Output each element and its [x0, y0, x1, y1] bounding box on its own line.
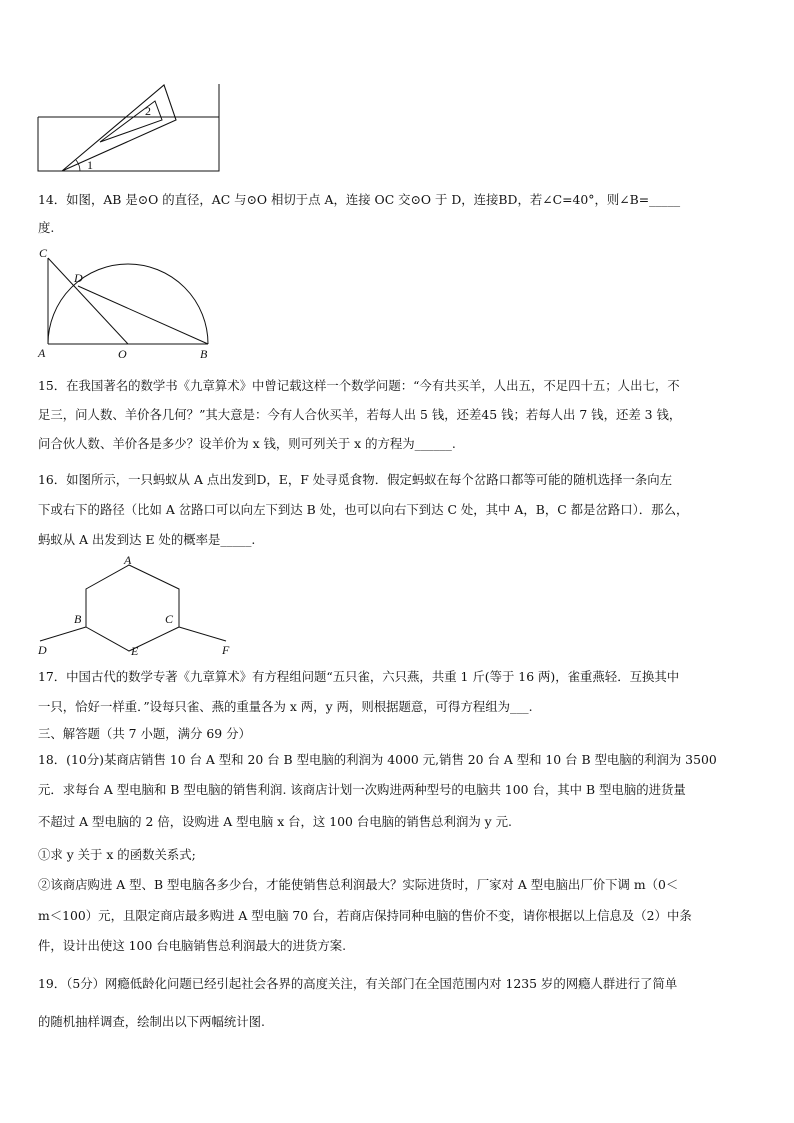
question-15-line-2: 足三，问人数、羊价各几何？”其大意是：今有人合伙买羊，若每人出 5 钱，还差45 钱；若每人出 7 钱，还差 3 钱， [38, 407, 682, 422]
figure-13-border-top [38, 117, 219, 171]
figure-13-label-2: 2 [145, 104, 151, 118]
question-14-line-1: 14．如图，AB 是⊙O 的直径，AC 与⊙O 相切于点 A，连接 OC 交⊙O 于 D，连接BD，若∠C=40°，则∠B=_____ [38, 192, 681, 207]
figure-16-label-c: C [165, 612, 174, 626]
question-18-sub-1: ①求 y 关于 x 的函数关系式; [38, 847, 196, 862]
figure-16-label-d: D [38, 643, 47, 657]
figure-16-label-b: B [74, 612, 82, 626]
figure-13-angle-arc-1 [76, 160, 80, 171]
section-3-heading: 三、解答题（共 7 小题，满分 69 分） [38, 726, 251, 741]
question-18-line-2: 元．求每台 A 型电脑和 B 型电脑的销售利润. 该商店计划一次购进两种型号的电脑共 100 台，其中 B 型电脑的进货量 [38, 782, 686, 797]
figure-14-label-a: A [38, 346, 46, 360]
question-16-line-2: 下或右下的路径（比如 A 岔路口可以向左下到达 B 处，也可以向右下到达 C 处，其中 A，B，C 都是岔路口）．那么， [38, 502, 689, 517]
question-18-sub-2-line-3: 件，设计出使这 100 台电脑销售总利润最大的进货方案. [38, 938, 347, 953]
figure-16-hexagon [86, 565, 179, 651]
figure-16-label-a: A [124, 553, 132, 567]
question-14-line-2: 度. [38, 220, 55, 235]
figure-13-set-square [36, 82, 222, 174]
figure-14-label-b: B [200, 347, 208, 361]
figure-16-path-b-d [40, 627, 86, 641]
question-16-line-3: 蚂蚁从 A 出发到达 E 处的概率是_____. [38, 532, 256, 547]
question-17-line-2: 一只，恰好一样重．”设每只雀、燕的重量各为 x 两，y 两，则根据题意，可得方程组为___. [38, 699, 533, 714]
figure-14-segment-bd [78, 286, 208, 344]
figure-14-label-c: C [39, 246, 48, 260]
question-19-line-2: 的随机抽样调查，绘制出以下两幅统计图. [38, 1014, 265, 1029]
figure-16-ant-paths [34, 555, 234, 659]
question-16-line-1: 16．如图所示，一只蚂蚁从 A 点出发到D，E，F 处寻觅食物．假定蚂蚁在每个岔路口都等可能的随机选择一条向左 [38, 472, 673, 487]
question-15-line-3: 问合伙人数、羊价各是多少？设羊价为 x 钱，则可列关于 x 的方程为______. [38, 436, 456, 451]
figure-16-path-c-f [179, 627, 226, 641]
figure-16-label-f: F [222, 643, 230, 657]
question-19-line-1: 19．（5分）网瘾低龄化问题已经引起社会各界的高度关注，有关部门在全国范围内对 1235 岁的网瘾人群进行了简单 [38, 976, 678, 991]
question-18-sub-2-line-2: m＜100）元，且限定商店最多购进 A 型电脑 70 台，若商店保持同种电脑的售价不变，请你根据以上信息及（2）中条 [38, 908, 692, 923]
figure-14-arc [48, 264, 208, 344]
figure-16-label-e: E [131, 644, 139, 658]
figure-14-label-o: O [118, 347, 127, 361]
figure-14-label-d: D [74, 271, 83, 285]
question-17-line-1: 17．中国古代的数学专著《九章算术》有方程组问题“五只雀，六只燕，共重 1 斤(等于 16 两)，雀重燕轻．互换其中 [38, 669, 680, 684]
question-18-line-3: 不超过 A 型电脑的 2 倍，设购进 A 型电脑 x 台，这 100 台电脑的销售总利润为 y 元. [38, 814, 512, 829]
figure-13-triangle-inner [100, 101, 162, 142]
figure-13-label-1: 1 [87, 158, 93, 172]
question-15-line-1: 15．在我国著名的数学书《九章算术》中曾记载这样一个数学问题：“今有共买羊，人出五，不足四十五；人出七，不 [38, 378, 680, 393]
question-18-line-1: 18．(10分)某商店销售 10 台 A 型和 20 台 B 型电脑的利润为 4000 元,销售 20 台 A 型和 10 台 B 型电脑的利润为 3500 [38, 752, 717, 767]
figure-14-semicircle [34, 244, 214, 362]
question-18-sub-2-line-1: ②该商店购进 A 型、B 型电脑各多少台，才能使销售总利润最大？实际进货时，厂家对 A 型电脑出厂价下调 m（0＜ [38, 877, 679, 892]
